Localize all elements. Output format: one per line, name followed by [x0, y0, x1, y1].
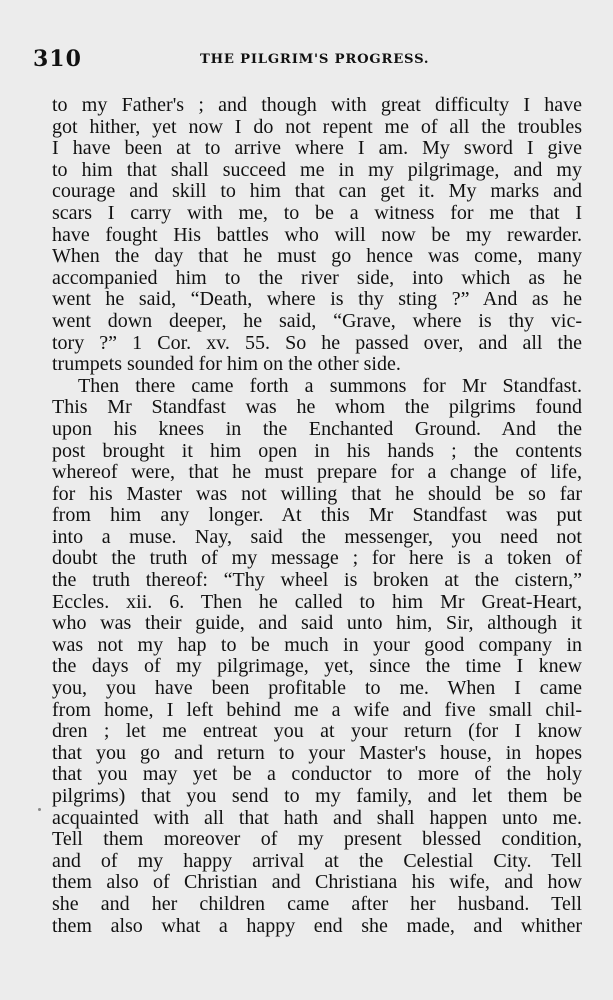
page-number: 310 [33, 46, 82, 72]
text-line: acquainted with all that hath and shall happen unto me. [52, 806, 582, 829]
text-line: that you may yet be a conductor to more of the holy [52, 763, 582, 786]
text-line: I have been at to arrive where I am. My sword I give [52, 137, 582, 160]
body-text [52, 95, 582, 937]
text-line: she and her children came after her husband. Tell [52, 892, 582, 915]
text-line: from him any longer. At this Mr Standfast was put [52, 504, 582, 527]
text-line: have fought His battles who will now be my rewarder. [52, 223, 582, 246]
text-line: the truth thereof: “Thy wheel is broken at the cistern,” [52, 569, 582, 592]
text-line: whereof were, that he must prepare for a change of life, [52, 461, 582, 484]
text-line: Tell them moreover of my present blessed condition, [52, 828, 582, 851]
text-line: them also of Christian and Christiana his wife, and how [52, 871, 582, 894]
text-line: trumpets sounded for him on the other side. [52, 353, 401, 376]
text-line: went down deeper, he said, “Grave, where is thy vic- [52, 309, 582, 332]
text-line: was not my hap to be much in your good company in [52, 633, 582, 656]
text-line: went he said, “Death, where is thy sting ?” And as he [52, 288, 582, 311]
ink-speck [38, 808, 41, 811]
text-line: for his Master was not willing that he should be so far [52, 482, 582, 505]
text-line: them also what a happy end she made, and whither [52, 914, 582, 937]
text-line: and of my happy arrival at the Celestial City. Tell [52, 849, 582, 872]
text-line: to him that shall succeed me in my pilgrimage, and my [52, 158, 582, 181]
text-line: pilgrims) that you send to my family, and let them be [52, 785, 582, 807]
text-line: doubt the truth of my message ; for here is a token of [52, 547, 582, 570]
text-line: you, you have been profitable to me. When I came [52, 677, 582, 700]
text-line: who was their guide, and said unto him, Sir, although it [52, 612, 582, 635]
text-line: the days of my pilgrimage, yet, since the time I knew [52, 655, 582, 678]
text-line: courage and skill to him that can get it. My marks and [52, 180, 582, 203]
text-line: When the day that he must go hence was come, many [52, 245, 582, 268]
text-line: got hither, yet now I do not repent me of all the troubles [52, 115, 582, 138]
text-line: Eccles. xii. 6. Then he called to him Mr Great-Heart, [52, 590, 582, 613]
text-line: to my Father's ; and though with great difficulty I have [52, 94, 582, 116]
text-line: upon his knees in the Enchanted Ground. And the [52, 417, 582, 440]
text-line: Then there came forth a summons for Mr Standfast. [78, 374, 582, 397]
text-line: dren ; let me entreat you at your return (for I know [52, 720, 582, 743]
running-head: THE PILGRIM'S PROGRESS. [200, 52, 430, 67]
text-line: This Mr Standfast was he whom the pilgrims found [52, 396, 582, 419]
text-line: from home, I left behind me a wife and five small chil- [52, 698, 582, 721]
text-line: scars I carry with me, to be a witness for me that I [52, 201, 582, 224]
text-line: into a muse. Nay, said the messenger, you need not [52, 525, 582, 548]
text-line: tory ?” 1 Cor. xv. 55. So he passed over, and all the [52, 331, 582, 354]
text-line: accompanied him to the river side, into which as he [52, 266, 582, 289]
text-line: post brought it him open in his hands ; the contents [52, 439, 582, 462]
page-header [33, 46, 593, 78]
text-line: that you go and return to your Master's house, in hopes [52, 741, 582, 764]
